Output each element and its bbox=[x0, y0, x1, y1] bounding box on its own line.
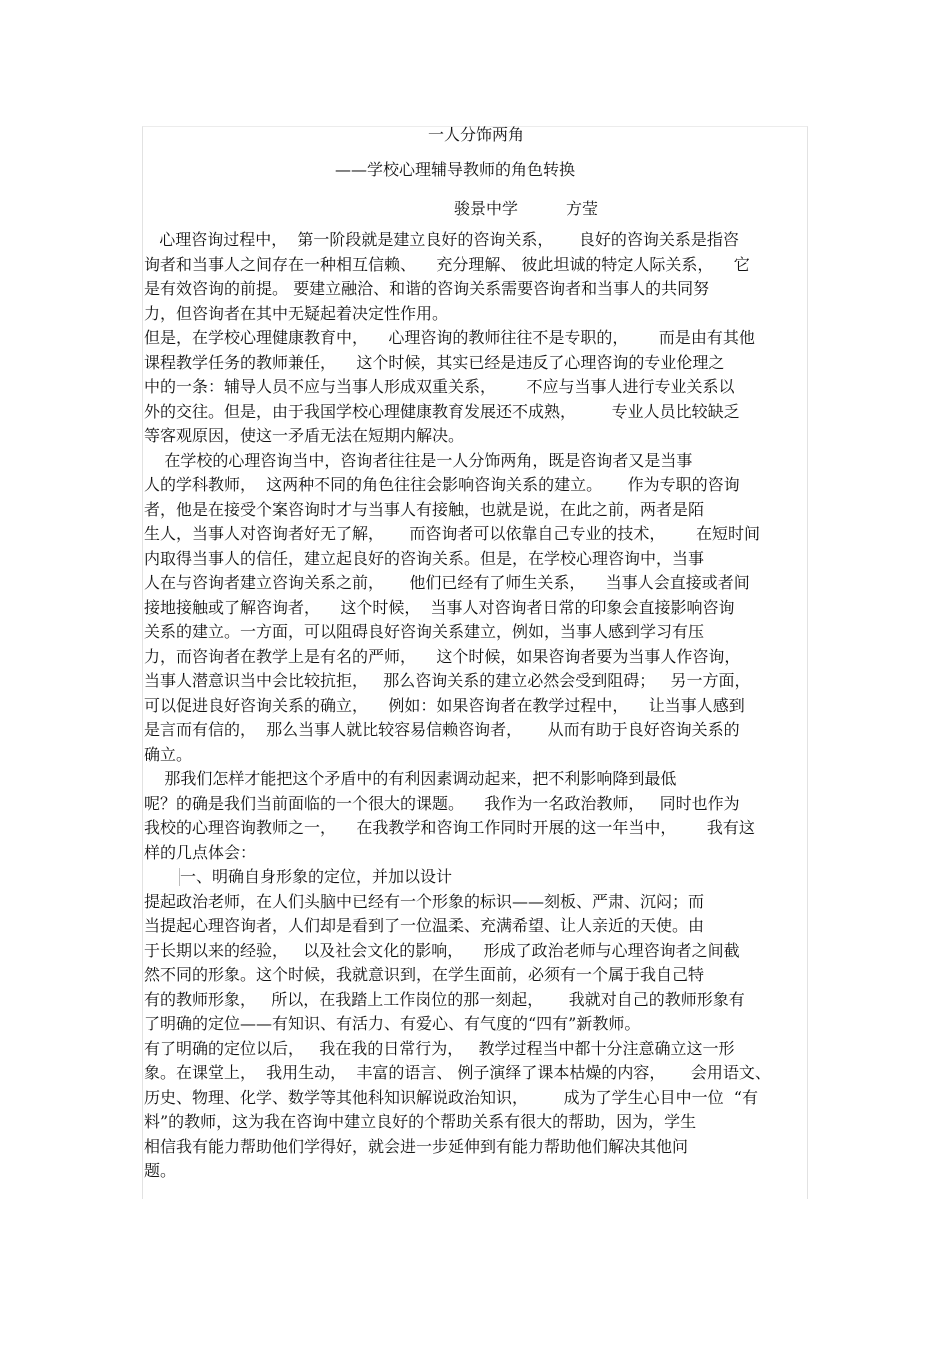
text-line: 接地接触或了解咨询者， 这个时候， 当事人对咨询者日常的印象会直接影响咨询 bbox=[144, 597, 735, 617]
text-line: 询者和当事人之间存在一种相互信赖、 充分理解、 彼此坦诚的特定人际关系， 它 bbox=[144, 254, 750, 274]
text-line: 在学校的心理咨询当中，咨询者往往是一人分饰两角，既是咨询者又是当事 bbox=[144, 450, 693, 470]
text-line: 料”的教师，这为我在咨询中建立良好的个帮助关系有很大的帮助，因为，学生 bbox=[144, 1112, 697, 1131]
text-line: 我校的心理咨询教师之一， 在我教学和咨询工作同时开展的这一年当中， 我有这 bbox=[144, 818, 755, 837]
document-title: 一人分饰两角 bbox=[427, 125, 524, 144]
text-line: 人的学科教师， 这两种不同的角色往往会影响咨询关系的建立。 作为专职的咨询 bbox=[144, 475, 740, 494]
text-line: 有了明确的定位以后， 我在我的日常行为， 教学过程当中都十分注意确立这一形 bbox=[144, 1038, 735, 1058]
text-line: 可以促进良好咨询关系的确立， 例如：如果咨询者在教学过程中， 让当事人感到 bbox=[144, 695, 745, 715]
text-line: 样的几点体会： bbox=[144, 842, 257, 862]
text-line: 关系的建立。一方面，可以阻碍良好咨询关系建立，例如，当事人感到学习有压 bbox=[144, 622, 705, 641]
text-line: 了明确的定位——有知识、有活力、有爱心、有气度的“四有”新教师。 bbox=[144, 1014, 641, 1033]
text-line: 内取得当事人的信任，建立起良好的咨询关系。但是，在学校心理咨询中，当事 bbox=[144, 548, 705, 568]
text-line: 但是，在学校心理健康教育中， 心理咨询的教师往往不是专职的， 而是由有其他 bbox=[144, 328, 755, 347]
text-line: 呢？的确是我们当前面临的一个很大的课题。 我作为一名政治教师， 同时也作为 bbox=[144, 793, 740, 813]
document-byline: 骏景中学 方莹 bbox=[453, 199, 598, 218]
section-heading: 一、明确自身形象的定位，并加以设计 bbox=[180, 867, 453, 886]
text-line: 外的交往。但是，由于我国学校心理健康教育发展还不成熟， 专业人员比较缺乏 bbox=[144, 401, 740, 421]
text-line: 生人，当事人对咨询者好无了解， 而咨询者可以依靠自己专业的技术， 在短时间 bbox=[144, 524, 760, 543]
text-line: 人在与咨询者建立咨询关系之前， 他们已经有了师生关系， 当事人会直接或者间 bbox=[144, 573, 750, 592]
text-line: 然不同的形象。这个时候，我就意识到，在学生面前，必须有一个属于我自己特 bbox=[144, 965, 705, 984]
text-line: 课程教学任务的教师兼任， 这个时候，其实已经是违反了心理咨询的专业伦理之 bbox=[144, 352, 725, 372]
document-subtitle: ——学校心理辅导教师的角色转换 bbox=[334, 160, 575, 179]
text-line: 是有效咨询的前提。 要建立融洽、和谐的咨询关系需要咨询者和当事人的共同努 bbox=[144, 279, 710, 298]
body-text bbox=[144, 228, 808, 865]
section-heading-line bbox=[144, 865, 808, 890]
document-body bbox=[144, 120, 808, 1184]
text-line: 当事人潜意识当中会比较抗拒， 那么咨询关系的建立必然会受到阻碍； 另一方面， bbox=[144, 671, 751, 690]
text-line: 有的教师形象， 所以，在我踏上工作岗位的那一刻起， 我就对自己的教师形象有 bbox=[144, 989, 745, 1009]
text-line: 相信我有能力帮助他们学得好，就会进一步延伸到有能力帮助他们解决其他问 bbox=[144, 1136, 689, 1156]
text-line: 历史、物理、化学、数学等其他科知识解说政治知识， 成为了学生心目中一位 “有 bbox=[144, 1087, 758, 1107]
text-line: 等客观原因，使这一矛盾无法在短期内解决。 bbox=[144, 426, 465, 445]
text-line: 力，但咨询者在其中无疑起着决定性作用。 bbox=[144, 303, 449, 323]
text-line: 心理咨询过程中， 第一阶段就是建立良好的咨询关系， 良好的咨询关系是指咨 bbox=[144, 230, 739, 249]
text-line: 象。在课堂上， 我用生动， 丰富的语言、 例子演绎了课本枯燥的内容， 会用语文、 bbox=[144, 1063, 771, 1082]
text-line: 题。 bbox=[144, 1161, 177, 1180]
text-line: 当提起心理咨询者，人们却是看到了一位温柔、充满希望、让人亲近的天使。由 bbox=[144, 916, 705, 935]
text-line: 是言而有信的， 那么当事人就比较容易信赖咨询者， 从而有助于良好咨询关系的 bbox=[144, 720, 740, 739]
text-line: 确立。 bbox=[144, 744, 193, 764]
text-line: 者，他是在接受个案咨询时才与当事人有接触，也就是说，在此之前，两者是陌 bbox=[144, 499, 705, 519]
text-line: 于长期以来的经验， 以及社会文化的影响， 形成了政治老师与心理咨询者之间截 bbox=[144, 940, 740, 960]
section-text bbox=[144, 890, 808, 1184]
text-line: 中的一条：辅导人员不应与当事人形成双重关系， 不应与当事人进行专业关系以 bbox=[144, 377, 735, 396]
text-line: 提起政治老师，在人们头脑中已经有一个形象的标识——刻板、严肃、沉闷；而 bbox=[144, 891, 705, 911]
heading-indent-mark bbox=[144, 868, 180, 886]
text-line: 力，而咨询者在教学上是有名的严师， 这个时候，如果咨询者要为当事人作咨询， bbox=[144, 646, 741, 666]
text-line: 那我们怎样才能把这个矛盾中的有利因素调动起来，把不利影响降到最低 bbox=[144, 769, 677, 788]
